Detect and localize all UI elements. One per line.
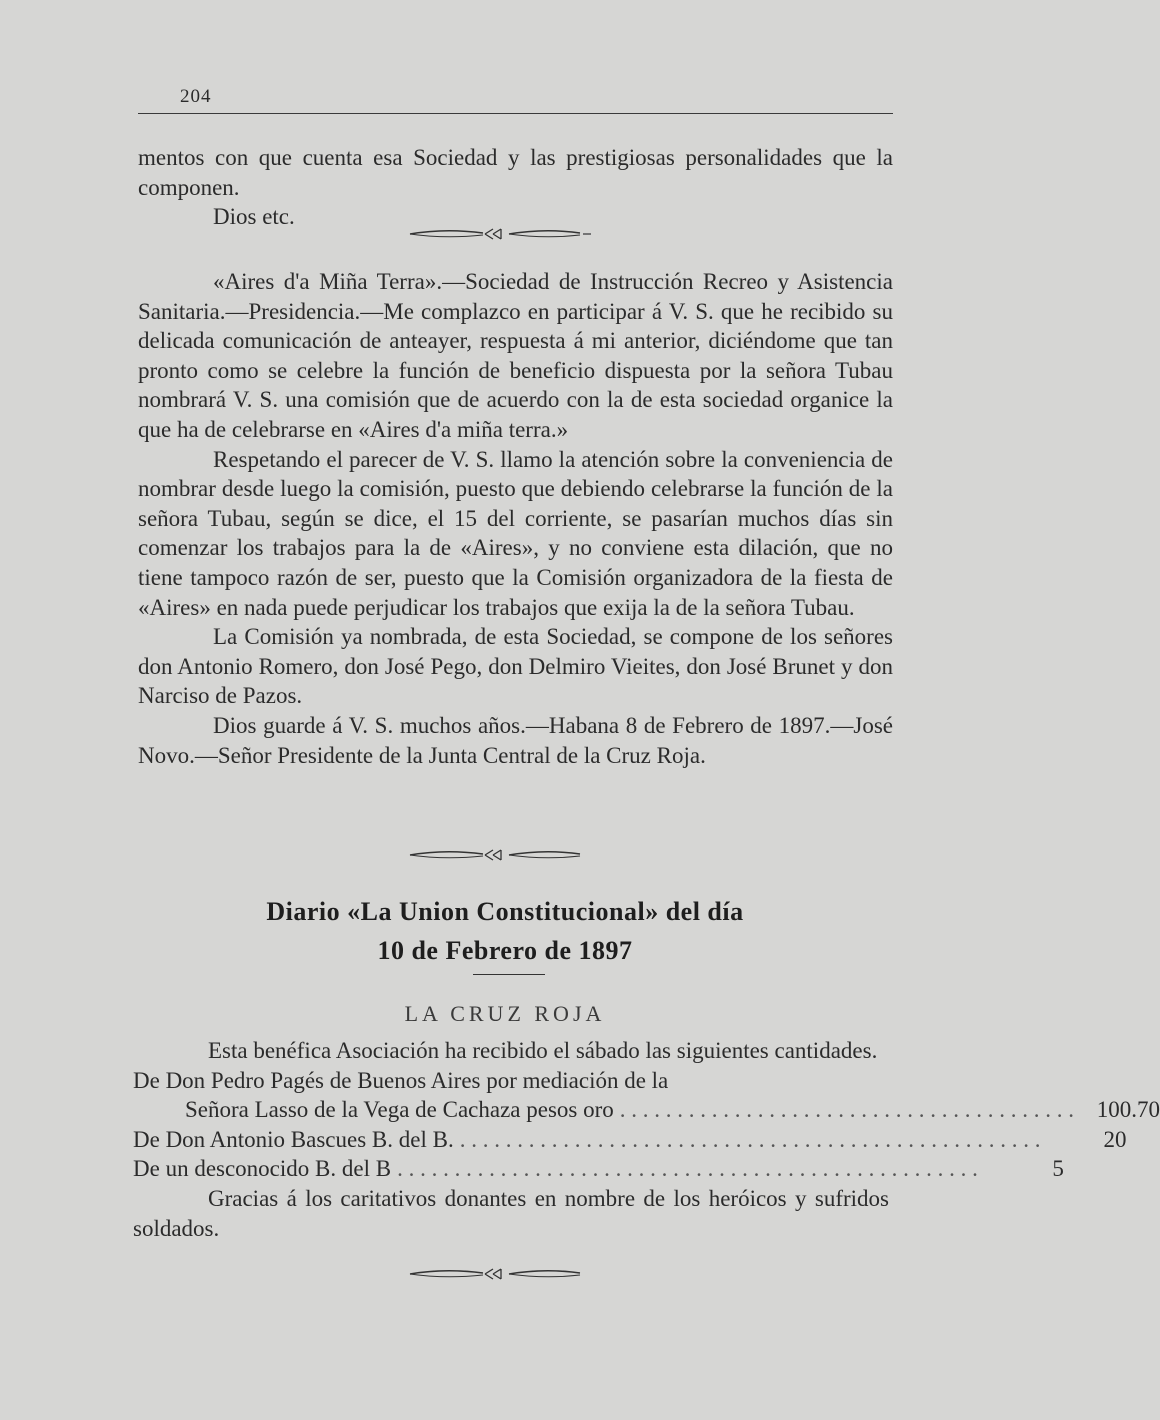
heading-rule [473, 974, 545, 975]
donation-amount: 5 [1052, 1156, 1064, 1182]
ornament-divider [0, 226, 1000, 246]
paragraph: Respetando el parecer de V. S. llamo la atención sobre la conveniencia de nombrar desde luego la comisión, puesto que debiendo celebrarse la función de la señora Tubau, según se dice, el 15 del corriente, se pasarían muchos días sin comenzar los trabajos para la de «Aires», y no conviene esta dilación, que no tiene tampoco razón de ser, puesto que la Comisión organizadora de la fiesta de «Aires» en nada puede perjudicar los trabajos que exija la de la señora Tubau. [138, 446, 893, 620]
leader-dots: . . . . . . . . . . . . . . . . . . . . . . . . . . . . . . . . . . . . . . . . [619, 1097, 1075, 1123]
donation-amount: 20 [1103, 1126, 1127, 1152]
letter-aires [138, 267, 893, 770]
donation-row [133, 1095, 1160, 1125]
section-heading-date: 10 de Febrero de 1897 [377, 936, 633, 965]
leader-dots: . . . . . . . . . . . . . . . . . . . . . . . . . . . . . . . . . . . . . . . . . . . . . . . . . . . [459, 1126, 1041, 1152]
donation-row [133, 1154, 1064, 1184]
donation-line: De Don Pedro Pagés de Buenos Aires por mediación de la [133, 1067, 669, 1093]
article-title: LA CRUZ ROJA [404, 1001, 606, 1026]
donation-text: Señora Lasso de la Vega de Cachaza pesos oro [185, 1097, 614, 1123]
donations-list [133, 1036, 1160, 1243]
section-heading: Diario «La Union Constitucional» del día [266, 897, 744, 926]
paragraph: Dios guarde á V. S. muchos años.—Habana 8 de Febrero de 1897.—José Novo.—Señor Presidente de la Junta Central de la Cruz Roja. [138, 712, 893, 768]
closing-formula: Dios etc. [213, 204, 295, 230]
paragraph: La Comisión ya nombrada, de esta Sociedad, se compone de los señores don Antonio Romero, don José Pego, don Delmiro Vieites, don José Brunet y don Narciso de Pazos. [138, 624, 893, 709]
ornament-divider [0, 847, 1000, 867]
letter-continuation [138, 143, 893, 232]
page-number: 204 [180, 86, 212, 107]
ornament-divider [0, 1266, 1000, 1286]
donation-row [133, 1125, 1127, 1155]
donation-amount: 100.70 [1096, 1097, 1160, 1123]
leader-dots: . . . . . . . . . . . . . . . . . . . . . . . . . . . . . . . . . . . . . . . . . . . . . . . . . . . [397, 1156, 978, 1182]
paragraph: «Aires d'a Miña Terra».—Sociedad de Instrucción Recreo y Asistencia Sanitaria.—Presidencia.—Me complazco en participar á V. S. que he recibido su delicada comunicación de anteayer, respuesta á mi anterior, diciéndome que tan pronto como se celebre la función de beneficio dispuesta por la señora Tubau nombrará V. S. una comisión que de acuerdo con la de esta sociedad organice la que ha de celebrarse en «Aires d'a miña terra.» [138, 269, 893, 442]
closing-paragraph: Gracias á los caritativos donantes en nombre de los heróicos y sufridos soldados. [133, 1185, 889, 1241]
header-rule [138, 113, 893, 114]
donation-text: De Don Antonio Bascues B. del B. [133, 1126, 454, 1152]
donation-text: De un desconocido B. del B [133, 1156, 392, 1182]
paragraph: mentos con que cuenta esa Sociedad y las prestigiosas personalidades que la componen. [138, 145, 893, 200]
intro-paragraph: Esta benéfica Asociación ha recibido el sábado las siguientes cantidades. [208, 1038, 878, 1063]
